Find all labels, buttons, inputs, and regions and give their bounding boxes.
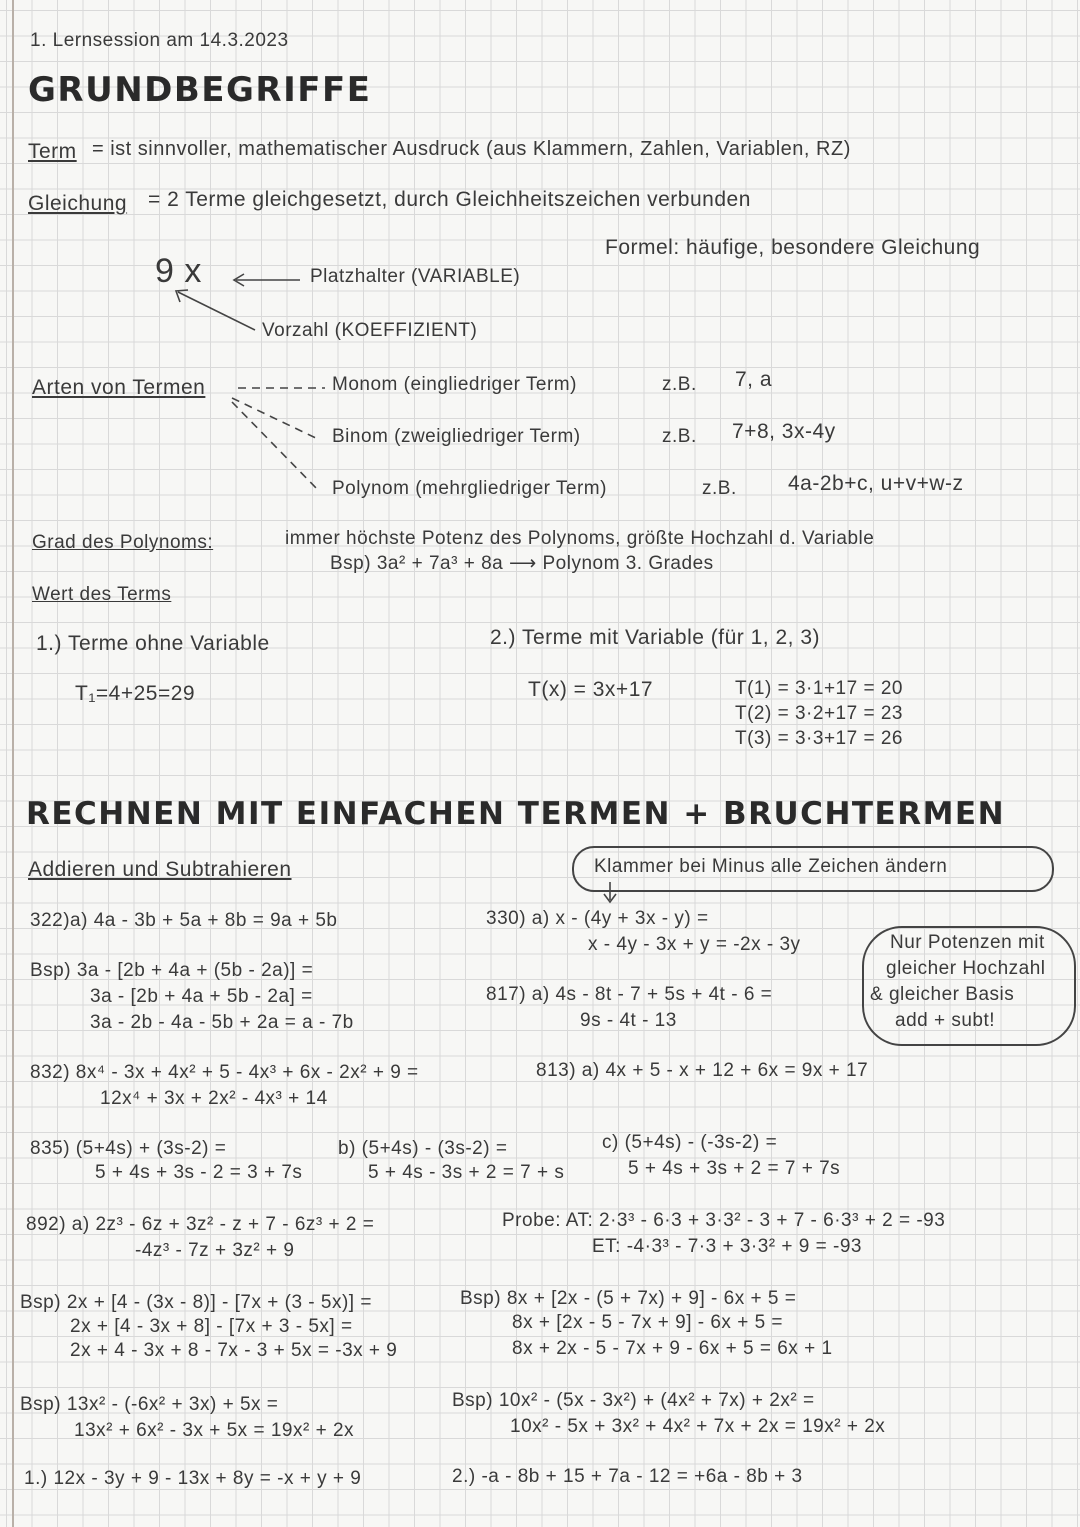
section-title: RECHNEN MIT EINFACHEN TERMEN + BRUCHTERMEN (26, 796, 1006, 832)
vorzahl-label: Vorzahl (KOEFFIZIENT) (262, 320, 478, 341)
bsp1-line1: Bsp) 3a - [2b + 4a + (5b - 2a)] = (30, 960, 314, 981)
grad-example: Bsp) 3a² + 7a³ + 8a ⟶ Polynom 3. Grades (330, 553, 714, 574)
exercise-835c-line1: c) (5+4s) - (-3s-2) = (602, 1132, 778, 1153)
binom-example: 7+8, 3x-4y (732, 420, 836, 443)
page-title: GRUNDBEGRIFFE (28, 70, 372, 110)
bsp4-line1: Bsp) 13x² - (-6x² + 3x) + 5x = (20, 1394, 279, 1415)
bsp2-line1: Bsp) 2x + [4 - (3x - 8)] - [7x + (3 - 5x)] = (20, 1292, 372, 1313)
mit-variable-example-1: T(1) = 3·1+17 = 20 (735, 678, 903, 699)
arten-label: Arten von Termen (32, 376, 206, 399)
mit-variable-example-3: T(3) = 3·3+17 = 26 (735, 728, 903, 749)
klammer-note: Klammer bei Minus alle Zeichen ändern (594, 856, 948, 877)
exercise-817-line2: 9s - 4t - 13 (580, 1010, 677, 1031)
wert-label: Wert des Terms (32, 584, 172, 605)
ohne-variable-example: T₁=4+25=29 (75, 682, 196, 705)
exercise-832-line1: 832) 8x⁴ - 3x + 4x² + 5 - 4x³ + 6x - 2x² + 9 = (30, 1062, 419, 1083)
polynom-example: 4a-2b+c, u+v+w-z (788, 472, 964, 495)
grad-text: immer höchste Potenz des Polynoms, größte Hochzahl d. Variable (285, 528, 875, 549)
bsp3-line2: 8x + [2x - 5 - 7x + 9] - 6x + 5 = (512, 1312, 784, 1333)
binom-name: Binom (zweigliedriger Term) (332, 426, 581, 447)
exercise-1: 1.) 12x - 3y + 9 - 13x + 8y = -x + y + 9 (24, 1468, 362, 1489)
exercise-835b-line2: 5 + 4s - 3s + 2 = 7 + s (368, 1162, 565, 1183)
session-date: 1. Lernsession am 14.3.2023 (30, 30, 289, 51)
polynom-zb: z.B. (702, 478, 737, 499)
exercise-813: 813) a) 4x + 5 - x + 12 + 6x = 9x + 17 (536, 1060, 869, 1081)
monom-zb: z.B. (662, 374, 697, 395)
bsp5-line1: Bsp) 10x² - (5x - 3x²) + (4x² + 7x) + 2x² = (452, 1390, 815, 1411)
bsp3-line3: 8x + 2x - 5 - 7x + 9 - 6x + 5 = 6x + 1 (512, 1338, 833, 1359)
potenzen-note-3: & gleicher Basis (870, 984, 1015, 1005)
polynom-name: Polynom (mehrgliedriger Term) (332, 478, 607, 499)
exercise-330-line1: 330) a) x - (4y + 3x - y) = (486, 908, 709, 929)
ohne-variable-heading: 1.) Terme ohne Variable (36, 632, 270, 655)
exercise-2: 2.) -a - 8b + 15 + 7a - 12 = +6a - 8b + 3 (452, 1466, 803, 1487)
potenzen-note-1: Nur Potenzen mit (890, 932, 1045, 953)
exercise-892-line2: -4z³ - 7z + 3z² + 9 (135, 1240, 295, 1261)
coefficient-example: 9 x (155, 252, 202, 290)
term-label: Term (28, 140, 77, 163)
bsp1-line2: 3a - [2b + 4a + 5b - 2a] = (90, 986, 313, 1007)
gleichung-definition: = 2 Terme gleichgesetzt, durch Gleichheitszeichen verbunden (148, 188, 751, 211)
exercise-835a-line2: 5 + 4s + 3s - 2 = 3 + 7s (95, 1162, 303, 1183)
bsp2-line2: 2x + [4 - 3x + 8] - [7x + 3 - 5x] = (70, 1316, 353, 1337)
mit-variable-heading: 2.) Terme mit Variable (für 1, 2, 3) (490, 626, 820, 649)
mit-variable-definition: T(x) = 3x+17 (528, 678, 654, 701)
monom-name: Monom (eingliedriger Term) (332, 374, 577, 395)
platzhalter-label: Platzhalter (VARIABLE) (310, 266, 521, 287)
formel-definition: Formel: häufige, besondere Gleichung (605, 236, 981, 259)
bsp3-line1: Bsp) 8x + [2x - (5 + 7x) + 9] - 6x + 5 = (460, 1288, 797, 1309)
probe-line2: ET: -4·3³ - 7·3 + 3·3² + 9 = -93 (592, 1236, 862, 1257)
grad-label: Grad des Polynoms: (32, 532, 214, 553)
exercise-322: 322)a) 4a - 3b + 5a + 8b = 9a + 5b (30, 910, 338, 931)
exercise-835a-line1: 835) (5+4s) + (3s-2) = (30, 1138, 227, 1159)
exercise-330-line2: x - 4y - 3x + y = -2x - 3y (588, 934, 801, 955)
bsp4-line2: 13x² + 6x² - 3x + 5x = 19x² + 2x (74, 1420, 355, 1441)
exercise-835b-line1: b) (5+4s) - (3s-2) = (338, 1138, 508, 1159)
bsp2-line3: 2x + 4 - 3x + 8 - 7x - 3 + 5x = -3x + 9 (70, 1340, 398, 1361)
binom-zb: z.B. (662, 426, 697, 447)
exercise-835c-line2: 5 + 4s + 3s + 2 = 7 + 7s (628, 1158, 841, 1179)
probe-line1: Probe: AT: 2·3³ - 6·3 + 3·3² - 3 + 7 - 6·3³ + 2 = -93 (502, 1210, 946, 1231)
mit-variable-example-2: T(2) = 3·2+17 = 23 (735, 703, 903, 724)
bsp1-line3: 3a - 2b - 4a - 5b + 2a = a - 7b (90, 1012, 354, 1033)
potenzen-note-2: gleicher Hochzahl (886, 958, 1046, 979)
gleichung-label: Gleichung (28, 192, 128, 215)
term-definition: = ist sinnvoller, mathematischer Ausdruck (aus Klammern, Zahlen, Variablen, RZ) (92, 138, 851, 160)
exercise-817-line1: 817) a) 4s - 8t - 7 + 5s + 4t - 6 = (486, 984, 773, 1005)
potenzen-note-4: add + subt! (895, 1010, 996, 1031)
bsp5-line2: 10x² - 5x + 3x² + 4x² + 7x + 2x = 19x² + 2x (510, 1416, 886, 1437)
exercise-832-line2: 12x⁴ + 3x + 2x² - 4x³ + 14 (100, 1088, 328, 1109)
monom-example: 7, a (735, 368, 773, 391)
exercise-892-line1: 892) a) 2z³ - 6z + 3z² - z + 7 - 6z³ + 2 = (26, 1214, 375, 1235)
arrow-vorzahl (178, 292, 255, 330)
section-subtitle: Addieren und Subtrahieren (28, 858, 292, 881)
